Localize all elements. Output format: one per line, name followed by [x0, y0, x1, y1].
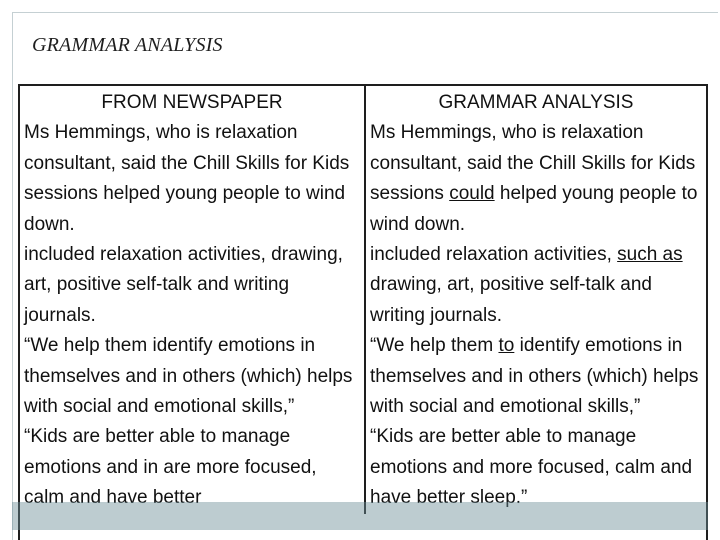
grammar-correction: such as — [617, 244, 683, 266]
analysis-text: “We help them — [370, 335, 499, 357]
grammar-correction: to — [498, 335, 515, 357]
newspaper-cell: “We help them identify emotions in themselves and in others (which) helps with social and emotional skills,” — [20, 331, 365, 422]
analysis-text: Ms Hemmings, who is relaxation consultant, said the Chill Skills for Kids sessions — [370, 122, 696, 205]
table-row — [20, 118, 706, 240]
header-grammar-analysis: GRAMMAR ANALYSIS — [438, 92, 634, 113]
analysis-text: drawing, art, positive self-talk and writing journals. — [370, 274, 652, 326]
newspaper-cell: “Kids are better able to manage emotions and in are more focused, calm and have better — [20, 422, 365, 513]
analysis-cell — [365, 331, 706, 422]
footer-bar — [12, 502, 708, 530]
header-from-newspaper: FROM NEWSPAPER — [20, 86, 365, 118]
analysis-text: “Kids are better able to manage emotions and more focused, calm and have better sleep.” — [370, 426, 693, 509]
table-row — [20, 422, 706, 513]
grammar-correction: could — [449, 183, 495, 205]
table-row — [20, 331, 706, 422]
analysis-text: identify emotions in themselves and in others (which) helps with social and emotional skills,” — [370, 335, 699, 418]
analysis-text: included relaxation activities, — [370, 244, 618, 266]
analysis-cell — [365, 422, 706, 513]
comparison-table-grid — [20, 86, 706, 514]
comparison-table — [18, 84, 708, 540]
slide-title: GRAMMAR ANALYSIS — [32, 34, 223, 56]
analysis-cell — [365, 118, 706, 240]
newspaper-cell: Ms Hemmings, who is relaxation consultant, said the Chill Skills for Kids sessions helped young people to wind down. — [20, 118, 365, 240]
analysis-text: helped young people to wind down. — [370, 183, 698, 235]
analysis-cell — [365, 240, 706, 331]
table-row — [20, 240, 706, 331]
header-row — [20, 86, 706, 118]
newspaper-cell: included relaxation activities, drawing, art, positive self-talk and writing journals. — [20, 240, 365, 331]
